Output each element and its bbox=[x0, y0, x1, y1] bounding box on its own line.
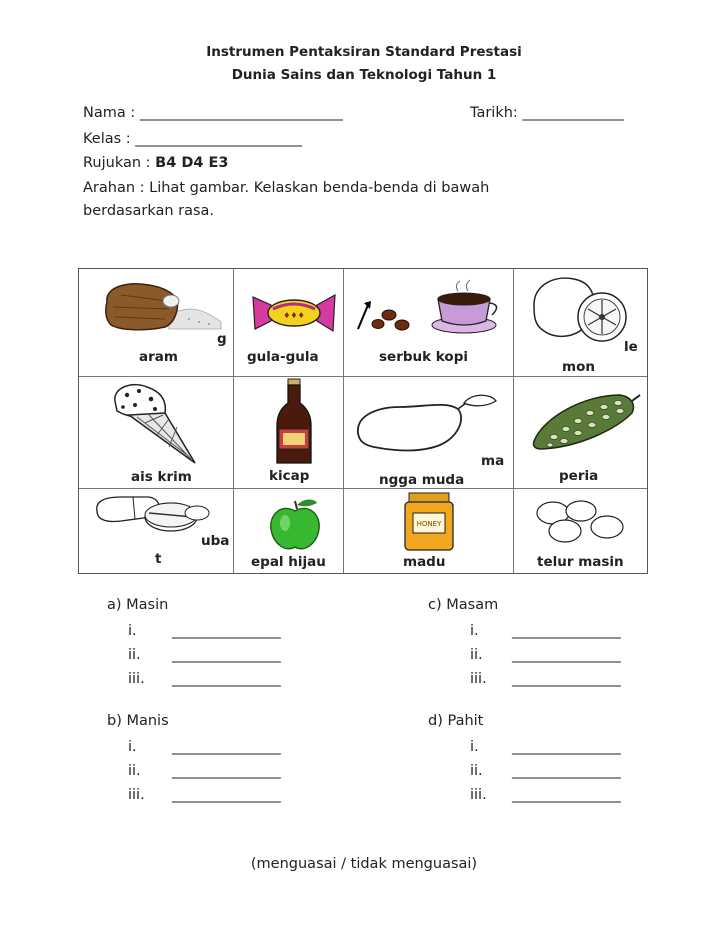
manis-num-1: i. bbox=[128, 739, 137, 755]
label-madu: madu bbox=[403, 554, 446, 570]
tarikh-field[interactable]: Tarikh: ______________ bbox=[470, 105, 624, 121]
pahit-num-2: ii. bbox=[470, 763, 483, 779]
salt-sack-icon bbox=[99, 277, 224, 332]
ice-cream-icon bbox=[107, 379, 207, 469]
masam-blank-3[interactable]: _______________ bbox=[512, 671, 621, 687]
label-kicap: kicap bbox=[269, 468, 310, 484]
lemon-icon bbox=[524, 275, 644, 347]
pahit-num-3: iii. bbox=[470, 787, 487, 803]
label-mangga-part2: ngga muda bbox=[379, 472, 465, 488]
masam-num-2: ii. bbox=[470, 647, 483, 663]
label-gula-gula: gula-gula bbox=[247, 349, 319, 365]
kelas-field[interactable]: Kelas : _______________________ bbox=[83, 131, 303, 147]
arahan-line-1: Arahan : Lihat gambar. Kelaskan benda-benda di bawah bbox=[83, 180, 490, 196]
green-apple-icon bbox=[267, 495, 323, 553]
category-masin: a) Masin bbox=[107, 597, 169, 613]
label-mangga-part1: ma bbox=[481, 453, 505, 469]
pahit-blank-2[interactable]: _______________ bbox=[512, 763, 621, 779]
category-masam: c) Masam bbox=[428, 597, 499, 613]
rujukan-label: Rujukan : bbox=[83, 155, 156, 171]
masam-num-1: i. bbox=[470, 623, 479, 639]
candy-icon bbox=[249, 287, 339, 337]
coffee-cup-icon bbox=[354, 277, 504, 337]
masin-num-2: ii. bbox=[128, 647, 141, 663]
soy-sauce-bottle-icon bbox=[269, 377, 319, 467]
manis-blank-3[interactable]: _______________ bbox=[172, 787, 281, 803]
masin-blank-1[interactable]: _______________ bbox=[172, 623, 281, 639]
label-ais-krim: ais krim bbox=[131, 469, 192, 485]
label-lemon-part2: mon bbox=[562, 359, 595, 375]
masin-num-3: iii. bbox=[128, 671, 145, 687]
bitter-gourd-icon bbox=[524, 387, 644, 457]
masin-num-1: i. bbox=[128, 623, 137, 639]
honey-label: HONEY bbox=[416, 520, 442, 528]
title-line-2: Dunia Sains dan Teknologi Tahun 1 bbox=[231, 67, 497, 83]
manis-blank-2[interactable]: _______________ bbox=[172, 763, 281, 779]
category-pahit: d) Pahit bbox=[428, 713, 484, 729]
salted-eggs-icon bbox=[529, 497, 639, 547]
label-lemon-part1: le bbox=[624, 339, 638, 355]
honey-jar-icon bbox=[401, 491, 457, 553]
svg-text:♦♦♦: ♦♦♦ bbox=[283, 311, 305, 320]
manis-num-2: ii. bbox=[128, 763, 141, 779]
arahan-line-2: berdasarkan rasa. bbox=[83, 203, 215, 219]
masin-blank-3[interactable]: _______________ bbox=[172, 671, 281, 687]
manis-num-3: iii. bbox=[128, 787, 145, 803]
pahit-blank-1[interactable]: _______________ bbox=[512, 739, 621, 755]
category-manis: b) Manis bbox=[107, 713, 169, 729]
pahit-blank-3[interactable]: _______________ bbox=[512, 787, 621, 803]
label-garam-part1: g bbox=[217, 331, 227, 347]
label-ubat-part1: uba bbox=[201, 533, 230, 549]
label-serbuk-kopi: serbuk kopi bbox=[379, 349, 468, 365]
title-line-1: Instrumen Pentaksiran Standard Prestasi bbox=[206, 44, 522, 60]
pills-icon bbox=[85, 491, 215, 541]
label-telur-masin: telur masin bbox=[537, 554, 624, 570]
masam-num-3: iii. bbox=[470, 671, 487, 687]
label-garam-part2: aram bbox=[139, 349, 178, 365]
label-epal-hijau: epal hijau bbox=[251, 554, 326, 570]
rujukan-value: B4 D4 E3 bbox=[155, 155, 229, 171]
masam-blank-2[interactable]: _______________ bbox=[512, 647, 621, 663]
nama-field[interactable]: Nama : ____________________________ bbox=[83, 105, 343, 121]
label-ubat-part2: t bbox=[155, 551, 162, 567]
manis-blank-1[interactable]: _______________ bbox=[172, 739, 281, 755]
pahit-num-1: i. bbox=[470, 739, 479, 755]
picture-grid bbox=[78, 268, 648, 574]
masin-blank-2[interactable]: _______________ bbox=[172, 647, 281, 663]
rujukan-line bbox=[83, 155, 229, 171]
masam-blank-1[interactable]: _______________ bbox=[512, 623, 621, 639]
mango-icon bbox=[354, 389, 504, 459]
label-peria: peria bbox=[559, 468, 599, 484]
mastery-status: (menguasai / tidak menguasai) bbox=[250, 856, 478, 872]
